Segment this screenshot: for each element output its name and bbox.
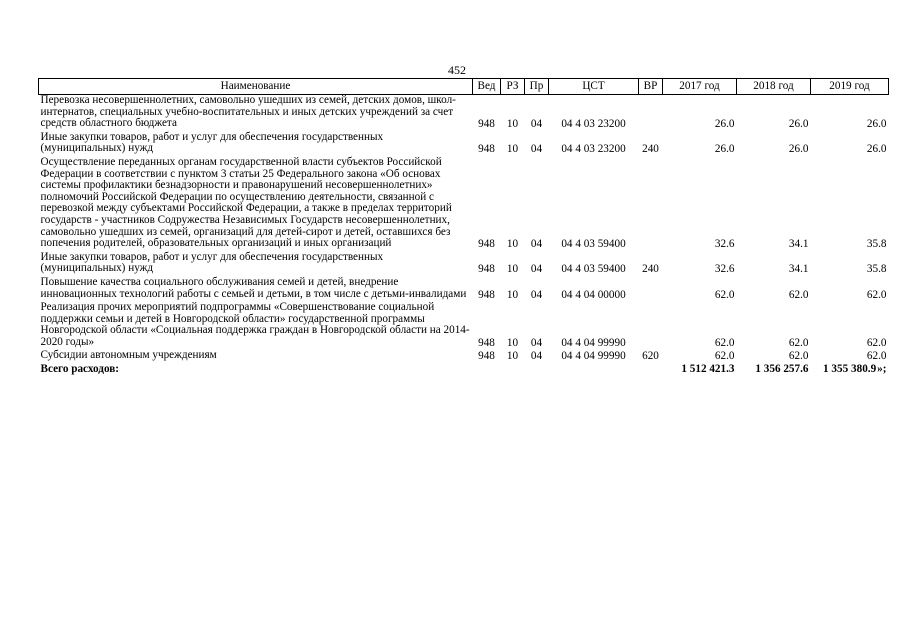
row-name: Субсидии автономным учреждениям <box>40 349 217 362</box>
header-vr: ВР <box>639 79 663 95</box>
total-row <box>39 364 889 378</box>
expense-table <box>38 78 889 378</box>
row-2017: 26.0 <box>714 143 735 156</box>
total-label: Всего расходов: <box>40 363 120 376</box>
row-pr: 04 <box>530 263 543 276</box>
header-name: Наименование <box>39 79 473 95</box>
row-2018: 26.0 <box>788 143 809 156</box>
row-2017: 62.0 <box>714 288 735 301</box>
header-2019: 2019 год <box>811 79 889 95</box>
header-ved: Вед <box>473 79 501 95</box>
row-ved: 948 <box>478 350 495 363</box>
row-name: Осуществление переданных органам государственной власти субъектов Российской Федерации в соответствии с пунктом 3 статьи 25 Федерального закона «Об основах системы профилактики безнадзорности и правонарушений несовершеннолетних» полномочий Российской Федерации по осуществлению деятельности, связанной с перевозкой между субъектами Российской Федерации, а также в пределах территорий государств - участников Содружества Независимых Государств несовершеннолетних, самовольно ушедших из семей, организаций для детей-сирот и детей, оставшихся без попечения родителей, образовательных организаций и иных организаций <box>40 155 452 250</box>
table-row <box>39 277 889 302</box>
row-2019: 62.0 <box>866 288 887 301</box>
row-vr <box>639 277 663 302</box>
total-2019-value: 1 355 380.9 <box>823 363 877 376</box>
row-rz: 10 <box>506 288 519 301</box>
row-vr <box>639 302 663 350</box>
row-vr: 240 <box>642 143 659 156</box>
table-header <box>39 79 889 95</box>
row-2018: 26.0 <box>788 118 809 131</box>
row-rz: 10 <box>506 350 519 363</box>
row-vr: 240 <box>642 263 659 276</box>
table-row <box>39 252 889 277</box>
row-pr: 04 <box>530 350 543 363</box>
row-cst: 04 4 03 23200 <box>561 118 626 131</box>
row-pr: 04 <box>530 143 543 156</box>
row-ved: 948 <box>478 118 495 131</box>
table-row <box>39 350 889 364</box>
table-row <box>39 302 889 350</box>
table-row <box>39 95 889 132</box>
row-vr: 620 <box>642 350 659 363</box>
row-cst: 04 4 04 00000 <box>561 288 626 301</box>
row-name: Повышение качества социального обслуживания семей и детей, внедрение инновационных технологий работы с семьей и детьми, в том числе с детьми-инвалидами <box>40 275 467 300</box>
row-2018: 34.1 <box>788 238 809 251</box>
row-name: Иные закупки товаров, работ и услуг для обеспечения государственных (муниципальных) нужд <box>40 250 384 275</box>
row-2017: 32.6 <box>714 263 735 276</box>
row-2018: 34.1 <box>788 263 809 276</box>
row-name: Перевозка несовершеннолетних, самовольно ушедших из семей, детских домов, школ-интернатов, специальных учебно-воспитательных и иных детских учреждений за счет средств областного бюджета <box>40 94 456 130</box>
row-name: Реализация прочих мероприятий подпрограммы «Совершенствование социальной поддержки семьи и детей в Новгородской области» государственной программы Новгородской области «Социальная поддержка граждан в Новгородской области на 2014-2020 годы» <box>40 301 470 348</box>
row-2019: 62.0 <box>866 336 887 349</box>
row-2019: 35.8 <box>866 238 887 251</box>
row-rz: 10 <box>506 238 519 251</box>
row-2017: 62.0 <box>714 336 735 349</box>
row-2018: 62.0 <box>788 350 809 363</box>
total-2017: 1 512 421.3 <box>681 363 735 376</box>
row-2019: 62.0 <box>866 350 887 363</box>
row-2019: 26.0 <box>866 143 887 156</box>
header-2017: 2017 год <box>663 79 737 95</box>
row-ved: 948 <box>478 143 495 156</box>
row-rz: 10 <box>506 263 519 276</box>
row-2017: 32.6 <box>714 238 735 251</box>
row-cst: 04 4 03 59400 <box>561 238 626 251</box>
row-ved: 948 <box>478 238 495 251</box>
row-2017: 26.0 <box>714 118 735 131</box>
row-2018: 62.0 <box>788 288 809 301</box>
row-cst: 04 4 04 99990 <box>561 336 626 349</box>
row-rz: 10 <box>506 143 519 156</box>
row-2017: 62.0 <box>714 350 735 363</box>
row-pr: 04 <box>530 118 543 131</box>
total-2018: 1 356 257.6 <box>755 363 809 376</box>
row-cst: 04 4 04 99990 <box>561 350 626 363</box>
row-name: Иные закупки товаров, работ и услуг для обеспечения государственных (муниципальных) нужд <box>40 130 384 155</box>
row-cst: 04 4 03 23200 <box>561 143 626 156</box>
row-ved: 948 <box>478 336 495 349</box>
header-pr: Пр <box>525 79 549 95</box>
table-row <box>39 132 889 157</box>
row-vr <box>639 95 663 132</box>
row-2019: 35.8 <box>866 263 887 276</box>
row-2018: 62.0 <box>788 336 809 349</box>
total-closing-quote: »; <box>877 363 887 376</box>
row-2019: 26.0 <box>866 118 887 131</box>
total-2019 <box>811 364 889 378</box>
row-pr: 04 <box>530 238 543 251</box>
header-cst: ЦСТ <box>549 79 639 95</box>
row-vr <box>639 157 663 252</box>
header-rz: РЗ <box>501 79 525 95</box>
row-pr: 04 <box>530 288 543 301</box>
row-ved: 948 <box>478 263 495 276</box>
table-row <box>39 157 889 252</box>
row-pr: 04 <box>530 336 543 349</box>
row-ved: 948 <box>478 288 495 301</box>
row-rz: 10 <box>506 118 519 131</box>
header-2018: 2018 год <box>737 79 811 95</box>
page-number: 452 <box>448 63 466 77</box>
row-cst: 04 4 03 59400 <box>561 263 626 276</box>
row-rz: 10 <box>506 336 519 349</box>
